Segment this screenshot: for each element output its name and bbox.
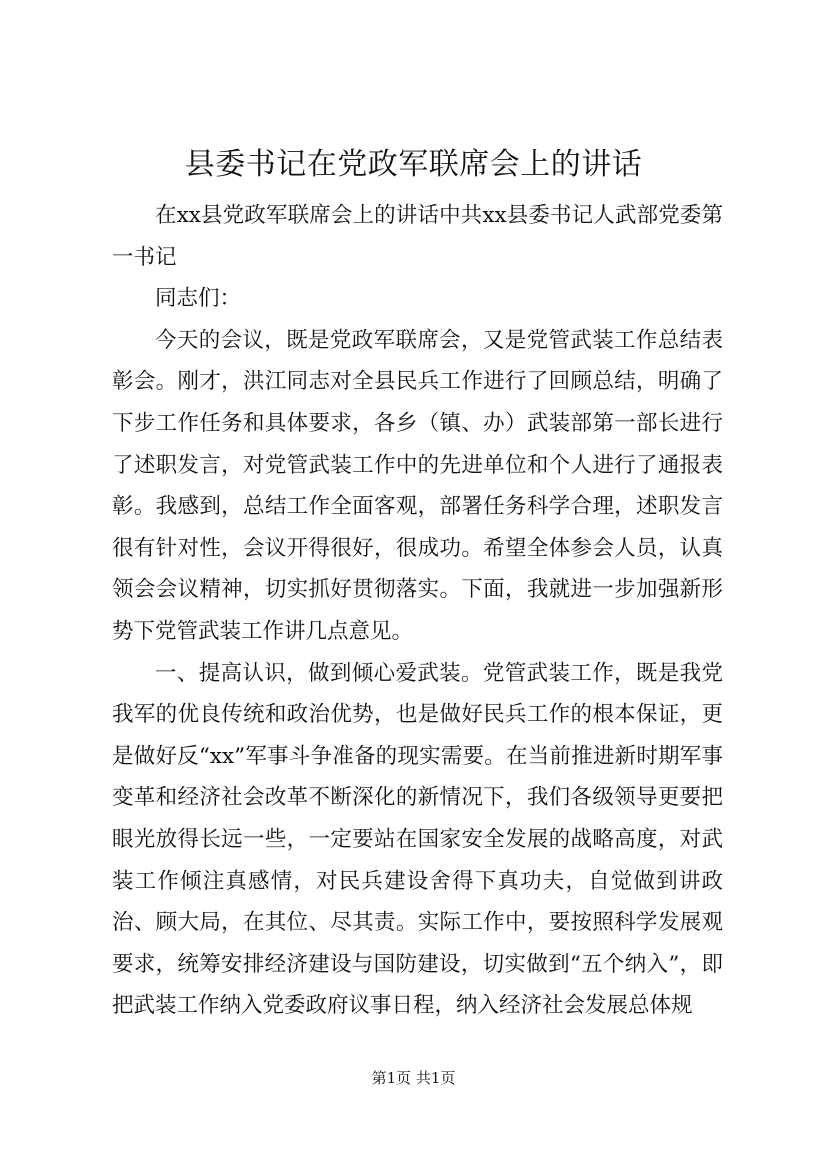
document-body: [112, 195, 723, 1027]
paragraph-section-one: 一、提高认识，做到倾心爱武装。党管武装工作，既是我党我军的优良传统和政治优势，也是做好民兵工作的根本保证，更是做好反“xx”军事斗争准备的现实需要。在当前推进新时期军事变革和经济社会改革不断深化的新情况下，我们各级领导更要把眼光放得长远一些，一定要站在国家安全发展的战略高度，对武装工作倾注真感情，对民兵建设舍得下真功夫，自觉做到讲政治、顾大局，在其位、尽其责。实际工作中，要按照科学发展观要求，统筹安排经济建设与国防建设，切实做到“五个纳入”，即把武装工作纳入党委政府议事日程，纳入经济社会发展总体规: [112, 660, 723, 1019]
page-number-footer: 第1页 共1页: [371, 1069, 456, 1087]
document-title: 县委书记在党政军联席会上的讲话: [184, 147, 643, 182]
paragraph-salutation: 同志们：: [155, 286, 242, 312]
paragraph-intro: 今天的会议，既是党政军联席会，又是党管武装工作总结表彰会。刚才，洪江同志对全县民兵工作进行了回顾总结，明确了下步工作任务和具体要求，各乡（镇、办）武装部第一部长进行了述职发言，对党管武装工作中的先进单位和个人进行了通报表彰。我感到，总结工作全面客观，部署任务科学合理，述职发言很有针对性，会议开得很好，很成功。希望全体参会人员，认真领会会议精神，切实抓好贯彻落实。下面，我就进一步加强新形势下党管武装工作讲几点意见。: [112, 327, 723, 644]
paragraph-heading-line: 在xx县党政军联席会上的讲话中共xx县委书记人武部党委第一书记: [112, 203, 723, 270]
